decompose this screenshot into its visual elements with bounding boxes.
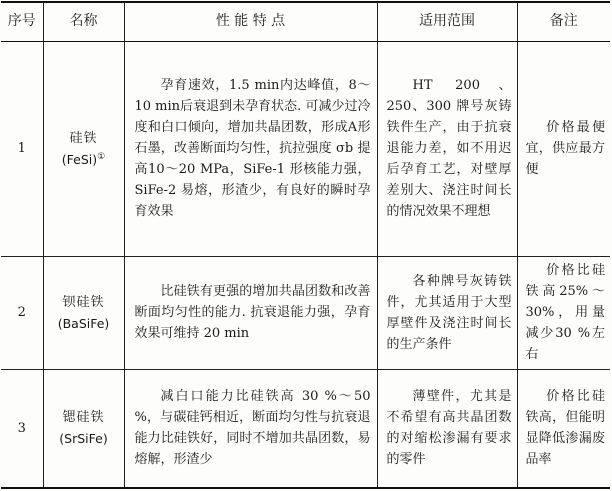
features-cell	[124, 41, 377, 256]
features-cell	[124, 369, 377, 488]
inoculant-formula-line	[44, 149, 124, 170]
inoculant-name-cell	[43, 369, 124, 488]
header-note: 备注	[517, 2, 610, 41]
scope-text: HT 200、250、300 牌号灰铸铁件生产，由于抗衰退能力差，如不用迟后孕育工艺，对壁厚差别大、浇注时间长的情况效果不理想	[386, 78, 512, 219]
note-cell	[517, 369, 610, 488]
inoculant-name-cell	[43, 256, 124, 369]
scope-cell	[377, 369, 517, 488]
features-text: 比硅铁有更强的增加共晶团数和改善断面均匀性的能力. 抗衰退能力强，孕育效果可维持 20 min	[134, 284, 371, 341]
header-features: 性 能 特 点	[124, 2, 377, 41]
scope-cell	[377, 256, 517, 369]
scope-cell	[377, 41, 517, 256]
features-text: 减白口能力比硅铁高 30 %～50 %，与碳硅钙相近，断面均匀性与抗衰退能力比硅铁好，同时不增加共晶团数，易熔解，形渣少	[134, 389, 371, 468]
table-body	[1, 41, 610, 488]
features-text: 孕育速效，1.5 min内达峰值，8～10 min后衰退到未孕育状态. 可减少过冷度和白口倾向，增加共晶团数，形成A形石墨，改善断面均匀性，抗拉强度 σb 提高10～20 MPa，SiFe-1 形核能力强，SiFe-2 易熔，形渣少，有良好的瞬时孕育效果	[134, 78, 371, 219]
header-row	[1, 2, 610, 41]
features-cell	[124, 256, 377, 369]
header-no: 序号	[7, 13, 36, 30]
table-header	[1, 2, 610, 41]
footnote-marker: ①	[97, 151, 106, 162]
table-row	[1, 41, 610, 256]
table-row	[1, 369, 610, 488]
header-name: 名称	[43, 2, 124, 41]
inoculant-name: 锶硅铁	[62, 410, 105, 426]
note-cell	[517, 256, 610, 369]
inoculant-name: 硅铁	[69, 130, 98, 146]
header-scope: 适用范围	[377, 2, 517, 41]
row-number: 2	[17, 305, 26, 320]
inoculant-comparison-table	[1, 1, 610, 489]
row-number: 3	[17, 420, 26, 436]
row-number: 1	[17, 141, 26, 156]
inoculant-formula: (SrSiFe)	[59, 431, 108, 447]
note-cell	[517, 41, 610, 256]
inoculant-formula: (FeSi)	[61, 151, 98, 167]
inoculant-name: 钡硅铁	[62, 294, 105, 310]
table-row	[1, 256, 610, 369]
inoculant-formula: (BaSiFe)	[57, 315, 110, 331]
note-text: 价格比硅铁高，但能明显降低渗漏废品率	[525, 389, 605, 468]
inoculant-name-cell	[43, 41, 124, 256]
scope-text: 各种牌号灰铸铁件，尤其适用于大型厚壁件及浇注时间长的生产条件	[386, 273, 512, 352]
note-text: 价格最便宜，供应最方便	[525, 120, 605, 177]
scope-text: 薄壁件，尤其是不希望有高共晶团数的对缩松渗漏有要求的零件	[386, 389, 512, 468]
note-text: 价格比硅铁高25%～30%，用量减少30 %左右	[525, 263, 605, 362]
